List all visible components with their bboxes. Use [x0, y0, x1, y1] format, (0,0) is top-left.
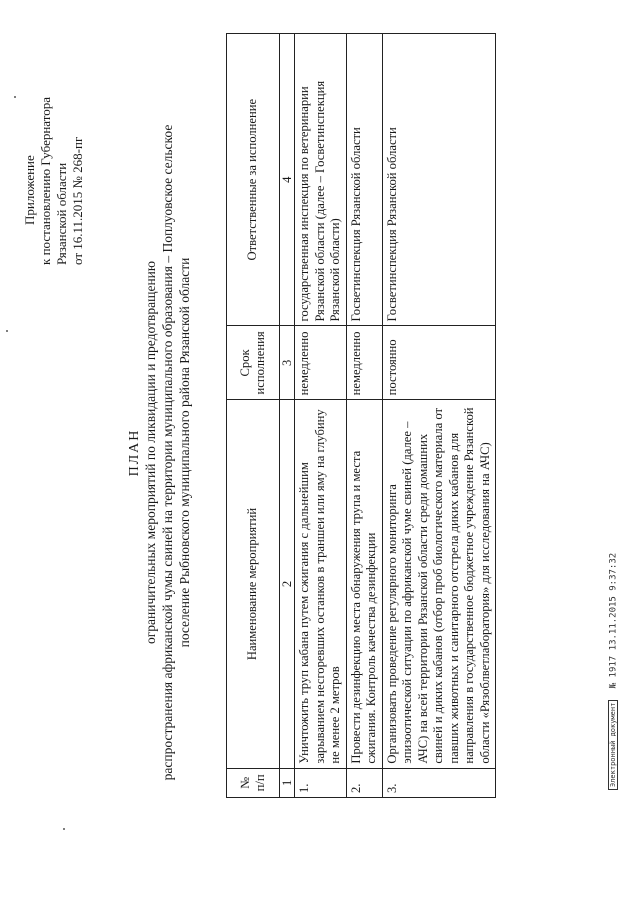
registration-number: № 1917 13.11.2015 9:37:32	[608, 552, 619, 689]
row-measure: Уничтожить труп кабана путем сжигания с дальнейшим зарыванием несгоревших останков в траншеи или яму на глубину не менее 2 метров	[295, 400, 347, 768]
appendix-line-2: к постановлению Губернатора	[38, 96, 53, 265]
column-number: 3	[280, 326, 295, 400]
appendix-line-1: Приложение	[22, 155, 37, 225]
scan-speck	[63, 828, 65, 830]
plan-title: ПЛАН	[127, 428, 142, 477]
header-number: № п/п	[227, 768, 280, 797]
appendix-block	[22, 15, 86, 265]
row-number: 3.	[382, 768, 496, 797]
plan-subtitle-line-3: поселение Рыбновского муниципального района Рязанской области	[177, 257, 192, 648]
row-responsible: Госветинспекция Рязанской области	[346, 34, 382, 326]
appendix-line-3: Рязанской области	[54, 162, 69, 265]
plan-subtitle-line-2: распространения африканской чумы свиней на территории муниципального образования – Поплуовское сельское	[160, 124, 175, 781]
row-term: постоянно	[382, 326, 496, 400]
column-number: 1	[280, 768, 295, 797]
table-row	[295, 34, 347, 798]
scan-speck	[14, 96, 16, 98]
column-number: 2	[280, 400, 295, 768]
row-term: немедленно	[295, 326, 347, 400]
row-term: немедленно	[346, 326, 382, 400]
header-name: Наименование мероприятий	[227, 400, 280, 768]
row-measure: Организовать проведение регулярного мониторинга эпизоотической ситуации по африканской чуме свиней (далее – АЧС) на всей территории Рязанской области среди домашних свиней и диких кабанов (отбор проб биологического материала от павших животных и санитарного отстрела диких кабанов для направления в государственное бюджетное учреждение Рязанской области «Рязоблветлаборатория» для исследования на АЧС)	[382, 400, 496, 768]
scan-speck	[6, 330, 8, 332]
appendix-line-4: от 16.11.2015 № 268-пг	[70, 136, 85, 265]
row-number: 1.	[295, 768, 347, 797]
table-column-numbers-row	[280, 34, 295, 798]
header-term: Срок исполнения	[227, 326, 280, 400]
electronic-document-logo: Электронный документ	[608, 700, 618, 790]
table-row	[382, 34, 496, 798]
measures-table	[226, 33, 496, 798]
row-responsible: Госветинспекция Рязанской области	[382, 34, 496, 326]
table-header-row	[227, 34, 280, 798]
row-responsible: государственная инспекция по ветеринарии Рязанской области (далее – Госветинспекция Рязанской области)	[295, 34, 347, 326]
header-responsible: Ответственные за исполнение	[227, 34, 280, 326]
column-number: 4	[280, 34, 295, 326]
plan-subtitle-line-1: ограничительных мероприятий по ликвидации и предотвращению	[143, 261, 158, 645]
row-measure: Провести дезинфекцию места обнаружения трупа и места сжигания. Контроль качества дезинфекции	[346, 400, 382, 768]
registration-stamp	[608, 553, 619, 790]
row-number: 2.	[346, 768, 382, 797]
table-row	[346, 34, 382, 798]
